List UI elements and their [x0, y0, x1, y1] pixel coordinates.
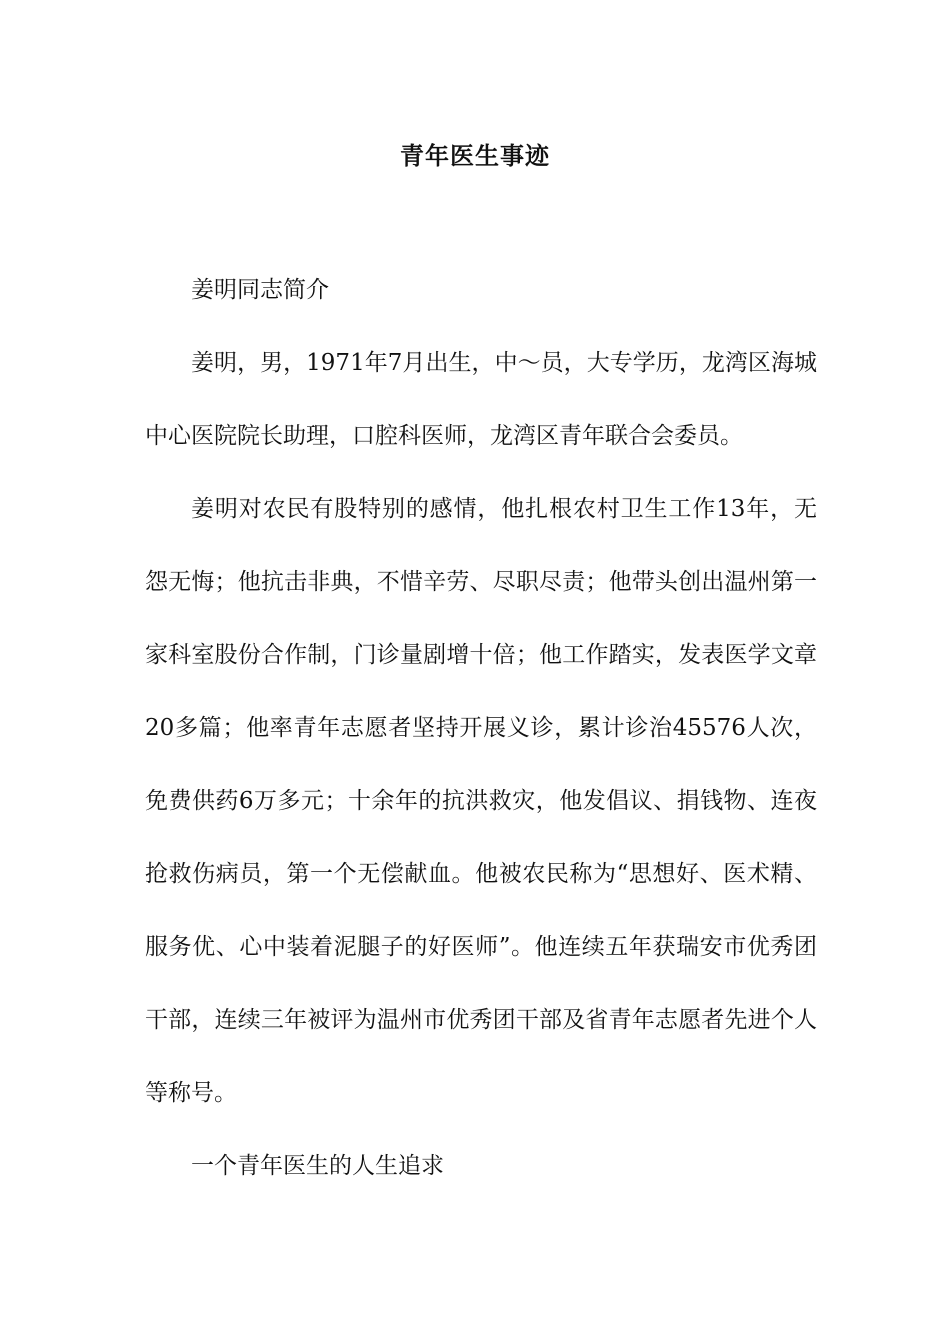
section-heading-pursuit: 一个青年医生的人生追求 [191, 1153, 444, 1179]
document-body [145, 254, 817, 1203]
section-heading-intro: 姜明同志简介 [191, 277, 329, 303]
document-title: 青年医生事迹 [400, 141, 550, 170]
paragraph-achievements: 姜明对农民有股特别的感情，他扎根农村卫生工作13年，无怨无悔；他抗击非典，不惜辛劳、尽职尽责；他带头创出温州第一家科室股份合作制，门诊量剧增十倍；他工作踏实，发表医学文章20多篇；他率青年志愿者坚持开展义诊，累计诊治45576人次，免费供药6万多元；十余年的抗洪救灾，他发倡议、捐钱物、连夜抢救伤病员，第一个无偿献血。他被农民称为“思想好、医术精、服务优、心中装着泥腿子的好医师”。他连续五年获瑞安市优秀团干部，连续三年被评为温州市优秀团干部及省青年志愿者先进个人等称号。 [145, 496, 817, 1106]
paragraph-basic-info: 姜明，男，1971年7月出生，中～员，大专学历，龙湾区海城中心医院院长助理，口腔科医师，龙湾区青年联合会委员。 [145, 350, 817, 449]
